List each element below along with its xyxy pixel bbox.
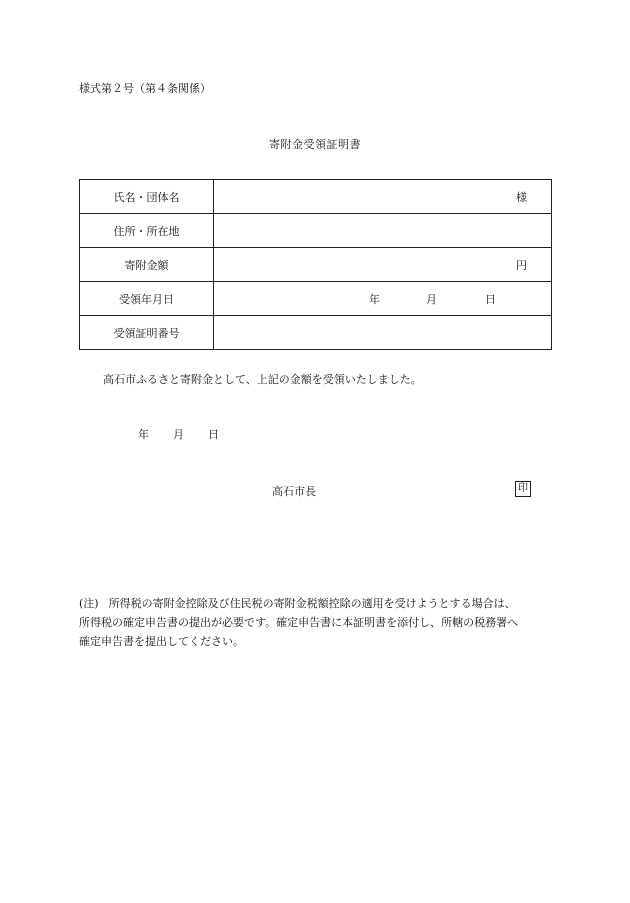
issuer-title: 高石市長 (272, 485, 316, 498)
table-row-amount (80, 248, 552, 282)
name-value-cell (214, 180, 552, 214)
received-date-label: 受領年月日 (80, 282, 214, 316)
document-title: 寄附金受領証明書 (269, 138, 361, 151)
table-row-address (80, 214, 552, 248)
issue-month-char: 月 (173, 428, 184, 441)
address-label: 住所・所在地 (80, 214, 214, 248)
received-year-char: 年 (369, 292, 380, 306)
note-line-1-text: 所得税の寄附金控除及び住民税の寄附金税額控除の適用を受けようとする場合は、 (108, 597, 516, 610)
note-tag: (注) (79, 597, 99, 610)
certificate-table (79, 179, 552, 350)
name-label: 氏名・団体名 (80, 180, 214, 214)
yen-unit: 円 (516, 258, 527, 272)
received-day-char: 日 (485, 292, 496, 306)
seal-mark: 印 (515, 481, 531, 497)
cert-number-value-cell (214, 316, 552, 350)
name-honorific: 様 (516, 190, 527, 204)
note-line-2: 所得税の確定申告書の提出が必要です。確定申告書に本証明書を添付し、所轄の税務署へ (79, 616, 519, 629)
issue-year-char: 年 (138, 428, 149, 441)
amount-label: 寄附金額 (80, 248, 214, 282)
note-line-3: 確定申告書を提出してください。 (79, 635, 244, 648)
issue-day-char: 日 (208, 428, 219, 441)
received-month-char: 月 (426, 292, 437, 306)
note-line-1 (79, 594, 559, 613)
table-row-name (80, 180, 552, 214)
table-row-received-date (80, 282, 552, 316)
table-row-cert-number (80, 316, 552, 350)
note-block (79, 594, 559, 651)
received-date-value-cell (214, 282, 552, 316)
cert-number-label: 受領証明番号 (80, 316, 214, 350)
receipt-statement: 高石市ふるさと寄附金として、上記の金額を受領いたしました。 (103, 373, 422, 386)
address-value-cell (214, 214, 552, 248)
form-number: 様式第２号（第４条関係） (79, 82, 211, 95)
amount-value-cell (214, 248, 552, 282)
